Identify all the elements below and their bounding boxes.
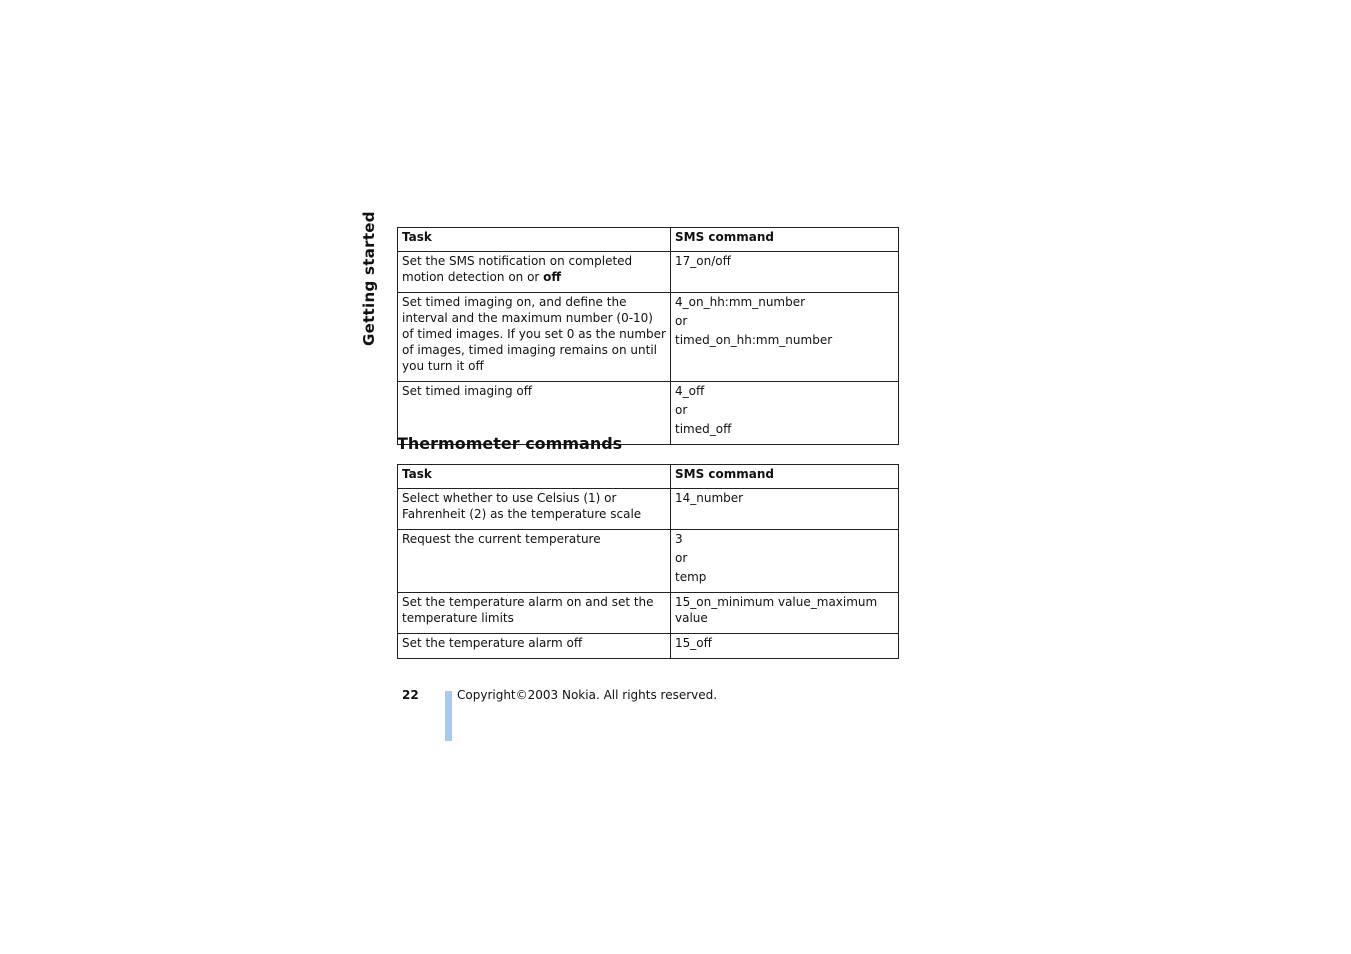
command-line: or: [675, 314, 688, 328]
accent-bar: [445, 691, 452, 741]
section-title: Thermometer commands: [397, 434, 623, 453]
command-line: 15_off: [675, 636, 712, 650]
side-tab-label: Getting started: [360, 211, 378, 346]
task-cell: Select whether to use Celsius (1) or Fahrenheit (2) as the temperature scale: [398, 489, 671, 530]
command-cell: [671, 293, 899, 382]
command-line: 15_on_minimum value_maximum value: [675, 595, 878, 625]
command-line: timed_on_hh:mm_number: [675, 333, 833, 347]
task-cell: Set timed imaging on, and define the interval and the maximum number (0-10) of timed images. If you set 0 as the number of images, timed imaging remains on until you turn it off: [398, 293, 671, 382]
header-sms-command: SMS command: [671, 465, 899, 489]
command-line: timed_off: [675, 422, 732, 436]
table-row: [398, 252, 899, 293]
header-task: Task: [398, 465, 671, 489]
task-cell: [398, 252, 671, 293]
command-cell: [671, 252, 899, 293]
command-line: 4_off: [675, 384, 705, 398]
motion-commands-table: [397, 227, 899, 445]
thermometer-commands-table: [397, 464, 899, 659]
command-line: 3: [675, 532, 683, 546]
table-row: [398, 634, 899, 659]
header-task: Task: [398, 228, 671, 252]
command-line: or: [675, 403, 688, 417]
task-cell: Set the temperature alarm on and set the temperature limits: [398, 593, 671, 634]
task-cell: Request the current temperature: [398, 530, 671, 593]
task-text: Set the SMS notification on completed motion detection on or: [402, 254, 633, 284]
command-cell: [671, 634, 899, 659]
header-sms-command: SMS command: [671, 228, 899, 252]
command-cell: [671, 593, 899, 634]
table-row: [398, 593, 899, 634]
command-line: 14_number: [675, 491, 744, 505]
command-cell: [671, 530, 899, 593]
side-tab: [358, 211, 380, 346]
task-cell: Set timed imaging off: [398, 382, 671, 445]
task-emphasis: off: [543, 270, 562, 284]
page-number: 22: [402, 688, 419, 702]
table-row: [398, 530, 899, 593]
command-cell: [671, 382, 899, 445]
table-header-row: [398, 228, 899, 252]
task-cell: Set the temperature alarm off: [398, 634, 671, 659]
command-line: or: [675, 551, 688, 565]
table-row: [398, 293, 899, 382]
command-cell: [671, 489, 899, 530]
table-row: [398, 489, 899, 530]
command-line: 17_on/off: [675, 254, 731, 268]
command-line: 4_on_hh:mm_number: [675, 295, 806, 309]
table-header-row: [398, 465, 899, 489]
copyright-notice: Copyright©2003 Nokia. All rights reserved.: [457, 688, 718, 702]
command-line: temp: [675, 570, 707, 584]
